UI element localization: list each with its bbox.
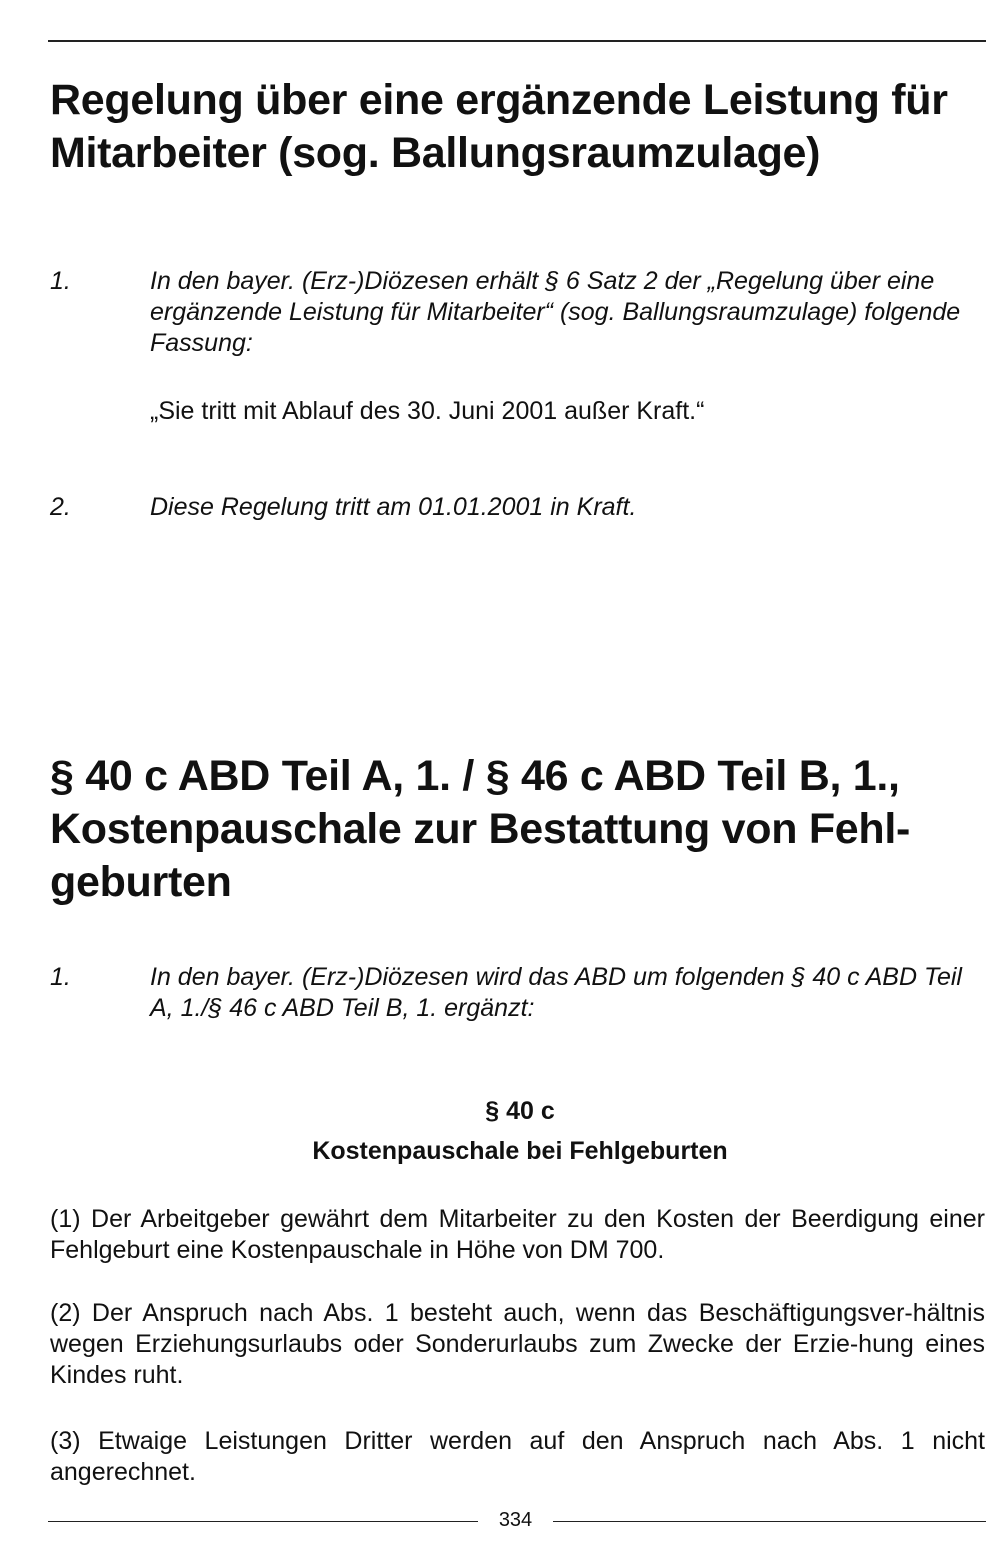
- clause-3: (3) Etwaige Leistungen Dritter werden auf den Anspruch nach Abs. 1 nicht angerechnet.: [50, 1427, 985, 1486]
- top-rule: [48, 40, 986, 42]
- clause-2: (2) Der Anspruch nach Abs. 1 besteht auch, wenn das Beschäftigungsver-hältnis wegen Erziehungsurlaubs oder Sonderurlaubs zum Zwecke der Erzie-hung eines Kindes ruht.: [50, 1299, 985, 1389]
- section2-item1-number: 1.: [50, 963, 71, 991]
- section2-title: § 40 c ABD Teil A, 1. / § 46 c ABD Teil B, 1., Kostenpauschale zur Bestattung von Fehl-geburten: [50, 752, 911, 906]
- page-number: 334: [498, 1509, 533, 1531]
- paragraph-number: § 40 c: [485, 1097, 555, 1125]
- paragraph-title: Kostenpauschale bei Fehlgeburten: [312, 1137, 728, 1165]
- section1-item2-number: 2.: [50, 493, 71, 521]
- footer-rule-left: [48, 1521, 478, 1522]
- section1-item1-text: In den bayer. (Erz-)Diözesen erhält § 6 Satz 2 der „Regelung über eine ergänzende Leistung für Mitarbeiter“ (sog. Ballungsraumzulage) folgende Fassung:: [150, 267, 961, 357]
- section1-title: Regelung über eine ergänzende Leistung für Mitarbeiter (sog. Ballungsraumzulage): [50, 76, 948, 177]
- section1-item1-number: 1.: [50, 267, 71, 295]
- page-footer: [0, 1505, 1000, 1535]
- clause-1: (1) Der Arbeitgeber gewährt dem Mitarbeiter zu den Kosten der Beerdigung einer Fehlgeburt eine Kostenpauschale in Höhe von DM 700.: [50, 1205, 985, 1264]
- footer-rule-right: [553, 1521, 986, 1522]
- section1-quote: „Sie tritt mit Ablauf des 30. Juni 2001 außer Kraft.“: [150, 397, 705, 425]
- section1-item2-text: Diese Regelung tritt am 01.01.2001 in Kraft.: [150, 493, 637, 521]
- section2-item1-text: In den bayer. (Erz-)Diözesen wird das ABD um folgenden § 40 c ABD Teil A, 1./§ 46 c ABD Teil B, 1. ergänzt:: [150, 963, 962, 1022]
